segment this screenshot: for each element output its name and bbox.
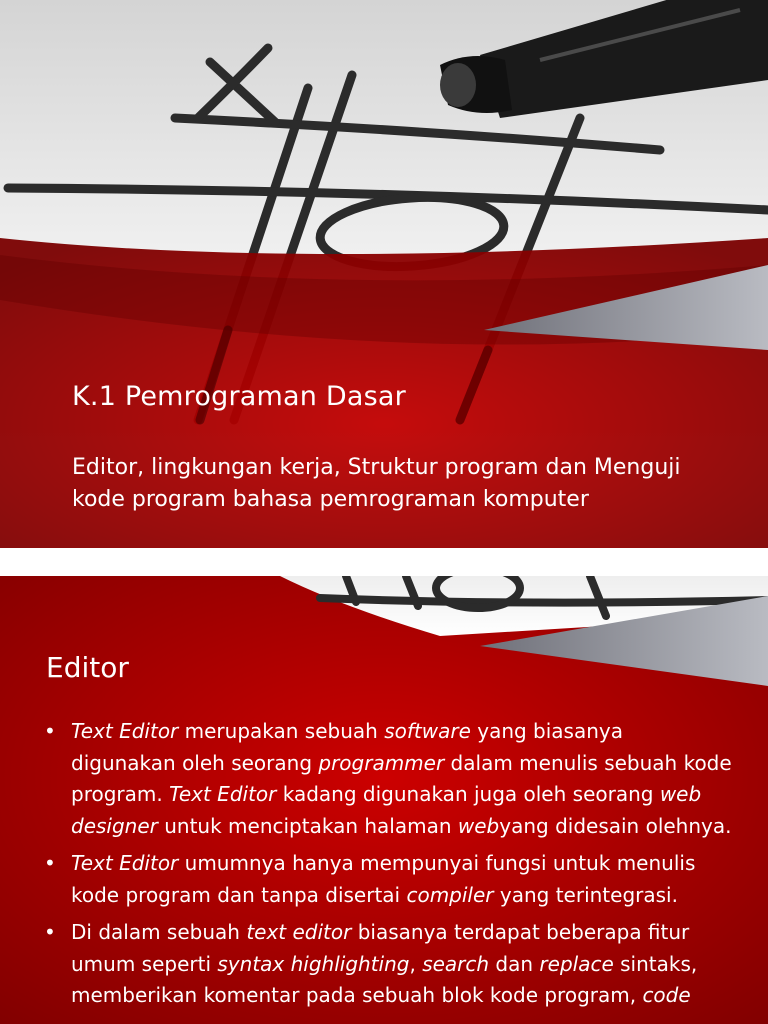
bullet-text: umumnya hanya mempunyai fungsi untuk menulis kode program dan tanpa disertai [71,851,696,907]
bullet-text: yang didesain olehnya. [499,813,732,838]
italic-term: web [457,813,500,838]
italic-term: compiler [406,882,494,907]
bullet-icon: • [44,719,56,743]
bullet-text: yang terintegrasi. [493,882,678,907]
bullet-icon: • [44,851,56,875]
bullet-text: yang biasanya digunakan oleh seorang [71,719,624,775]
bullet-text: Di dalam sebuah [71,920,247,944]
italic-term: code [642,983,691,1007]
italic-term: Text Editor [71,851,179,875]
slide-subtitle: Editor, lingkungan kerja, Struktur program dan Menguji kode program bahasa pemrograman komputer [72,455,681,512]
bullet-text: sintaks, memberikan komentar pada sebuah blok kode program, [71,951,698,1007]
bullet-text: kadang digunakan juga oleh seorang [276,782,660,806]
bullet-text: dan [489,951,540,976]
bullet-text: untuk menciptakan halaman [157,813,458,838]
bullet-item [44,716,734,842]
italic-term: software [384,719,471,743]
bullet-text: biasanya terdapat beberapa fitur umum seperti [71,920,690,976]
italic-term: Text Editor [169,782,277,806]
bullet-text: , [409,951,423,976]
slide-title: K.1 Pemrograman Dasar [72,381,406,412]
italic-term: search [422,951,490,976]
bullet-item [44,917,734,1012]
bullet-text: dalam menulis sebuah kode program. [71,750,732,806]
italic-term: web designer [71,782,702,838]
bullet-icon: • [44,920,56,944]
italic-term: text editor [246,920,352,944]
italic-term: programmer [318,750,445,775]
bullet-text: merupakan sebuah [178,719,385,743]
italic-term: syntax highlighting [217,951,410,976]
bullet-list [44,716,734,1018]
editor-slide [0,576,768,1024]
italic-term: Text Editor [71,719,179,743]
slide-title: Editor [46,651,129,684]
slide-gap [0,548,768,576]
italic-term: replace [539,951,614,976]
bullet-item [44,848,734,911]
